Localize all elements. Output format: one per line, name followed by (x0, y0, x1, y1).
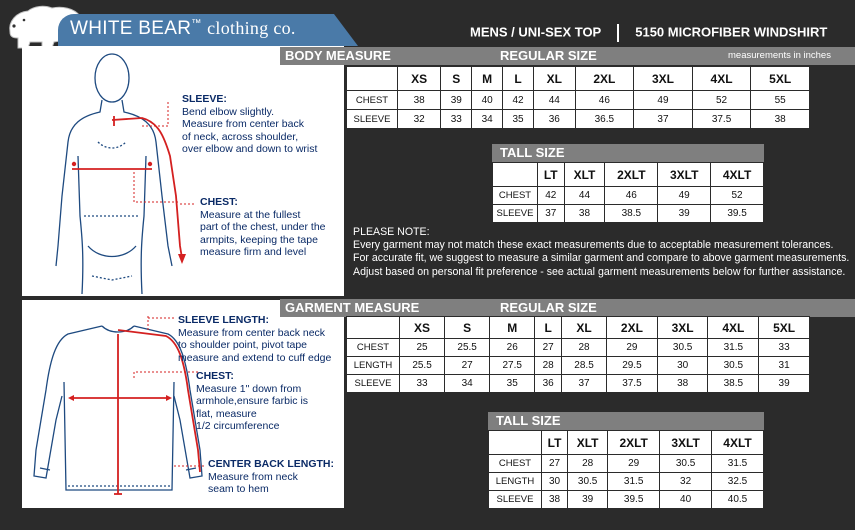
garment-tall-size-table (488, 430, 764, 509)
product-name: 5150 MICROFIBER WINDSHIRT (635, 24, 828, 40)
size-header: M (472, 67, 503, 91)
table-cell: 55 (751, 91, 810, 110)
size-header: S (445, 317, 490, 339)
table-cell: 40 (660, 491, 712, 509)
size-header: M (490, 317, 535, 339)
row-label: LENGTH (347, 357, 400, 375)
table-cell: 38.5 (708, 375, 759, 393)
table-cell: 52 (692, 91, 751, 110)
row-label: SLEEVE (489, 491, 542, 509)
body-figure-illustration (22, 46, 344, 296)
brand-name: WHITE BEAR™ clothing co. (70, 18, 296, 39)
table-cell: 34 (472, 110, 503, 129)
table-cell: 32 (660, 473, 712, 491)
table-cell: 33 (441, 110, 472, 129)
size-header: LT (538, 163, 565, 187)
table-cell: 42 (503, 91, 534, 110)
table-cell: 27 (535, 339, 562, 357)
size-header: XS (398, 67, 441, 91)
garment-measure-title: GARMENT MEASURE (285, 300, 420, 315)
table-cell: 25.5 (445, 339, 490, 357)
table-cell: 33 (759, 339, 810, 357)
note-line: Every garment may not match these exact measurements due to acceptable measurement tolerances. (353, 239, 834, 252)
corner-cell (489, 431, 542, 455)
table-row (347, 110, 810, 129)
table-cell: 30 (542, 473, 568, 491)
table-cell: 28.5 (561, 357, 606, 375)
table-cell: 27 (542, 455, 568, 473)
table-row (347, 357, 810, 375)
table-cell: 38 (751, 110, 810, 129)
table-cell: 36.5 (575, 110, 634, 129)
table-cell: 26 (490, 339, 535, 357)
size-header: 2XLT (605, 163, 658, 187)
size-header: XLT (568, 431, 608, 455)
product-header (470, 24, 827, 42)
table-cell: 37 (538, 205, 565, 223)
table-cell: 39.5 (711, 205, 764, 223)
table-header-row (493, 163, 764, 187)
table-cell: 32 (398, 110, 441, 129)
size-header: 3XL (657, 317, 708, 339)
garment-chest-label: CHEST: Measure 1" down from armhole,ensure farbic is flat, measure 1/2 circumference (196, 370, 309, 432)
size-header: 3XLT (660, 431, 712, 455)
size-header: 2XL (575, 67, 634, 91)
row-label: CHEST (489, 455, 542, 473)
table-cell: 28 (561, 339, 606, 357)
table-cell: 44 (533, 91, 575, 110)
table-cell: 38 (657, 375, 708, 393)
size-header: 2XLT (608, 431, 660, 455)
body-tall-title-bar (492, 144, 764, 162)
size-header: 4XLT (711, 163, 764, 187)
sleeve-length-label: SLEEVE LENGTH: Measure from center back neck to shoulder point, pivot tape measure and extend to cuff edge (178, 314, 332, 364)
size-header: 5XL (751, 67, 810, 91)
row-label: SLEEVE (347, 375, 400, 393)
note-title: PLEASE NOTE: (353, 226, 430, 238)
table-cell: 38 (542, 491, 568, 509)
table-cell: 39 (568, 491, 608, 509)
product-type: MENS / UNI-SEX TOP (470, 24, 602, 40)
table-cell: 25.5 (400, 357, 445, 375)
chest-measure-label: CHEST: Measure at the fullest part of the chest, under the armpits, keeping the tape measure firm and level (200, 196, 326, 258)
row-label: CHEST (493, 187, 538, 205)
table-row (347, 375, 810, 393)
table-cell: 46 (575, 91, 634, 110)
table-cell: 37.5 (607, 375, 658, 393)
size-header: XL (533, 67, 575, 91)
table-cell: 31.5 (708, 339, 759, 357)
table-cell: 30.5 (708, 357, 759, 375)
sleeve-measure-label: SLEEVE: Bend elbow slightly. Measure from center back of neck, across shoulder, over elbow and down to wrist (182, 93, 318, 155)
table-cell: 40 (472, 91, 503, 110)
header-divider (617, 24, 619, 42)
table-cell: 30.5 (660, 455, 712, 473)
table-cell: 27 (445, 357, 490, 375)
table-cell: 30.5 (568, 473, 608, 491)
table-cell: 29.5 (607, 357, 658, 375)
size-header: L (503, 67, 534, 91)
size-header: L (535, 317, 562, 339)
note-line: Adjust based on personal fit preference - see actual garment measurements below for further assistance. (353, 265, 846, 278)
table-cell: 35 (503, 110, 534, 129)
table-row (493, 187, 764, 205)
please-note-block (353, 226, 853, 279)
row-label: CHEST (347, 91, 398, 110)
size-header: S (441, 67, 472, 91)
table-cell: 36 (533, 110, 575, 129)
garment-regular-title: REGULAR SIZE (500, 300, 597, 315)
table-cell: 44 (564, 187, 605, 205)
table-header-row (347, 317, 810, 339)
table-cell: 39.5 (608, 491, 660, 509)
table-cell: 34 (445, 375, 490, 393)
size-header: LT (542, 431, 568, 455)
row-label: CHEST (347, 339, 400, 357)
table-cell: 37.5 (692, 110, 751, 129)
body-measure-title: BODY MEASURE (285, 48, 391, 63)
table-cell: 36 (535, 375, 562, 393)
table-cell: 31 (759, 357, 810, 375)
table-cell: 33 (400, 375, 445, 393)
table-cell: 38 (398, 91, 441, 110)
table-header-row (489, 431, 764, 455)
size-header: 3XL (634, 67, 693, 91)
center-back-length-label: CENTER BACK LENGTH: Measure from neck seam to hem (208, 458, 334, 495)
row-label: SLEEVE (493, 205, 538, 223)
table-cell: 31.5 (608, 473, 660, 491)
table-cell: 37 (561, 375, 606, 393)
note-line: For accurate fit, we suggest to measure a similar garment and compare to above garment measurements. (353, 252, 850, 265)
table-cell: 27.5 (490, 357, 535, 375)
table-cell: 38.5 (605, 205, 658, 223)
size-header: 2XL (607, 317, 658, 339)
table-cell: 37 (634, 110, 693, 129)
size-header: 4XL (692, 67, 751, 91)
table-row (347, 339, 810, 357)
table-cell: 28 (535, 357, 562, 375)
table-cell: 38 (564, 205, 605, 223)
table-cell: 30 (657, 357, 708, 375)
size-header: XL (561, 317, 606, 339)
table-row (347, 91, 810, 110)
size-header: 4XL (708, 317, 759, 339)
table-cell: 39 (658, 205, 711, 223)
table-cell: 39 (759, 375, 810, 393)
body-regular-size-table (346, 66, 810, 129)
body-tall-title: TALL SIZE (500, 145, 565, 160)
table-row (489, 491, 764, 509)
row-label: LENGTH (489, 473, 542, 491)
garment-regular-size-table (346, 316, 810, 393)
table-cell: 40.5 (712, 491, 764, 509)
table-cell: 49 (634, 91, 693, 110)
corner-cell (347, 67, 398, 91)
table-cell: 39 (441, 91, 472, 110)
table-cell: 32.5 (712, 473, 764, 491)
table-cell: 30.5 (657, 339, 708, 357)
size-header: 4XLT (712, 431, 764, 455)
size-header: XS (400, 317, 445, 339)
table-cell: 49 (658, 187, 711, 205)
size-header: XLT (564, 163, 605, 187)
body-regular-title: REGULAR SIZE (500, 48, 597, 63)
size-header: 5XL (759, 317, 810, 339)
corner-cell (347, 317, 400, 339)
row-label: SLEEVE (347, 110, 398, 129)
table-row (493, 205, 764, 223)
table-cell: 29 (607, 339, 658, 357)
table-cell: 42 (538, 187, 565, 205)
table-row (489, 455, 764, 473)
table-cell: 46 (605, 187, 658, 205)
table-cell: 28 (568, 455, 608, 473)
table-cell: 29 (608, 455, 660, 473)
size-header: 3XLT (658, 163, 711, 187)
units-note: measurements in inches (728, 50, 831, 61)
garment-tall-title-bar (488, 412, 764, 430)
table-cell: 25 (400, 339, 445, 357)
table-cell: 35 (490, 375, 535, 393)
table-cell: 31.5 (712, 455, 764, 473)
corner-cell (493, 163, 538, 187)
garment-tall-title: TALL SIZE (496, 413, 561, 428)
table-header-row (347, 67, 810, 91)
table-row (489, 473, 764, 491)
body-tall-size-table (492, 162, 764, 223)
table-cell: 52 (711, 187, 764, 205)
